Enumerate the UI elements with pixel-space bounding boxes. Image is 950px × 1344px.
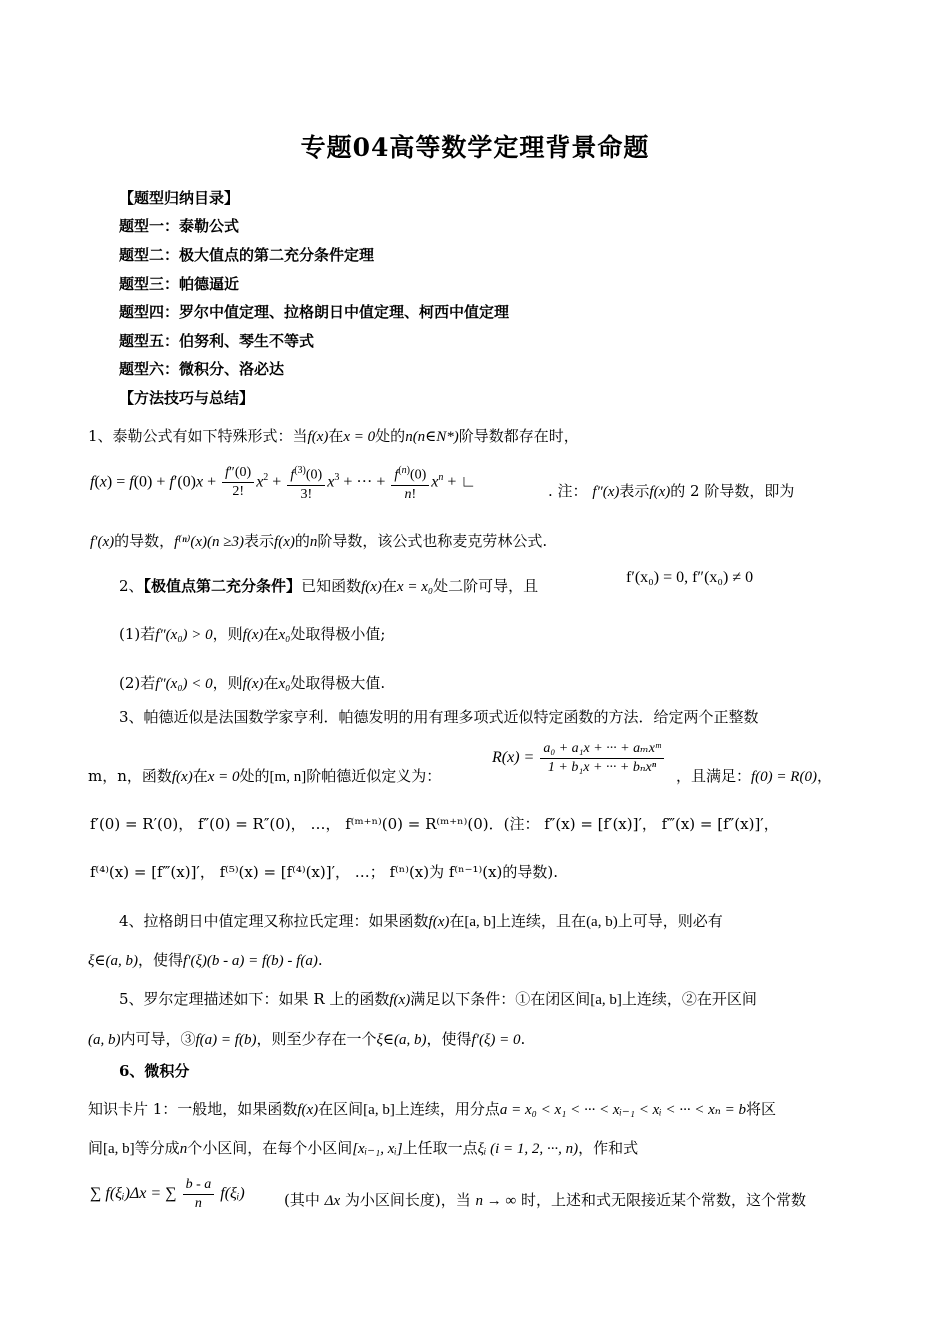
extreme-intro: 2、【极值点第二充分条件】已知函数f(x)在x = x₀处二阶可导，且 <box>119 577 539 595</box>
toc-item-4: 题型四：罗尔中值定理、拉格朗日中值定理、柯西中值定理 <box>119 303 510 321</box>
lagrange-line1: 4、拉格朗日中值定理又称拉氏定理：如果函数f(x)在[a, b]上连续，且在(a, b)上可导，则必有 <box>119 912 723 930</box>
extreme-case-2: (2)若f″(x₀) < 0，则f(x)在x₀处取得极大值. <box>119 674 386 692</box>
pade-line3: f′(0) = R′(0)， f″(0) = R″(0)， …， f⁽ᵐ⁺ⁿ⁾(0) = R⁽ᵐ⁺ⁿ⁾(0)．(注： f″(x) = [f′(x)]′， f‴(x) = [f″(x)]′， <box>90 815 779 833</box>
pade-condition: ，且满足：f(0) = R(0)， <box>676 767 832 785</box>
taylor-intro: 1、泰勒公式有如下特殊形式：当f(x)在x = 0处的n(n∈N*)阶导数都存在时， <box>88 427 579 445</box>
rolle-line2: (a, b)内可导，③f(a) = f(b)，则至少存在一个ξ∈(a, b)，使得f′(ξ) = 0. <box>88 1030 526 1048</box>
pade-line4: f⁽⁴⁾(x) = [f‴(x)]′， f⁽⁵⁾(x) = [f⁽⁴⁾(x)]′， …； f⁽ⁿ⁾(x)为 f⁽ⁿ⁻¹⁾(x)的导数). <box>90 863 559 881</box>
methods-header: 【方法技巧与总结】 <box>119 389 255 407</box>
calculus-card-line2: 间[a, b]等分成n个小区间，在每个小区间[xᵢ₋₁, xᵢ]上任取一点ξᵢ (i = 1, 2, ···, n)，作和式 <box>88 1139 639 1157</box>
toc-header: 【题型归纳目录】 <box>119 189 240 207</box>
calculus-header: 6、微积分 <box>119 1062 190 1080</box>
pade-line2: m，n，函数f(x)在x = 0处的[m, n]阶帕德近似定义为： <box>88 767 442 785</box>
toc-item-2: 题型二：极大值点的第二充分条件定理 <box>119 246 375 264</box>
toc-item-3: 题型三：帕德逼近 <box>119 275 240 293</box>
calculus-card-line3: (其中 Δx 为小区间长度)，当 n → ∞ 时，上述和式无限接近某个常数，这个常数 <box>284 1191 807 1209</box>
extreme-case-1: (1)若f″(x₀) > 0，则f(x)在x₀处取得极小值; <box>119 625 386 643</box>
toc-item-6: 题型六：微积分、洛必达 <box>119 360 285 378</box>
taylor-formula: f(x) = f(0) + f′(0)x + $\frac{f''(0)}{2!}$ $x^2$ + $\frac{f^{(3)}(0)}{3!}$ $x^3$ + ··· + $\frac{f^{(n)}(0)}{n!}$ $x^n$ + ∟ <box>90 462 476 504</box>
pade-definition: R(x) = $\frac{\text{a₀ + a₁x + ··· + aₘxᵐ}}{\text{1 + b₁x + ··· + bₙxⁿ}}$ <box>492 740 666 777</box>
calculus-card-line1: 知识卡片 1：一般地，如果函数f(x)在区间[a, b]上连续，用分点a = x₀ < x₁ < ··· < xᵢ₋₁ < xᵢ < ··· < xₙ = b将区 <box>88 1100 777 1118</box>
pade-intro: 3、帕德近似是法国数学家亨利．帕德发明的用有理多项式近似特定函数的方法．给定两个正整数 <box>119 708 759 726</box>
taylor-note: . 注： f″(x)表示f(x)的 2 阶导数，即为 <box>548 482 795 500</box>
taylor-line3: f′(x)的导数，f⁽ⁿ⁾(x)(n ≥3)表示f(x)的n阶导数，该公式也称麦克劳林公式. <box>90 532 548 550</box>
lagrange-line2: ξ∈(a, b)，使得f′(ξ)(b - a) = f(b) - f(a). <box>88 951 323 969</box>
extreme-condition: f′(x₀) = 0, f″(x₀) ≠ 0 <box>626 569 754 586</box>
rolle-line1: 5、罗尔定理描述如下：如果 R 上的函数f(x)满足以下条件：①在闭区间[a, b]上连续，②在开区间 <box>119 990 757 1008</box>
riemann-sum-formula: ∑ f(ξᵢ)Δx = ∑ $\frac{b - a}{n}$ f(ξᵢ) <box>90 1177 245 1211</box>
toc-item-1: 题型一：泰勒公式 <box>119 217 240 235</box>
page-title: 专题04高等数学定理背景命题 <box>300 133 650 162</box>
toc-item-5: 题型五：伯努利、琴生不等式 <box>119 332 315 350</box>
